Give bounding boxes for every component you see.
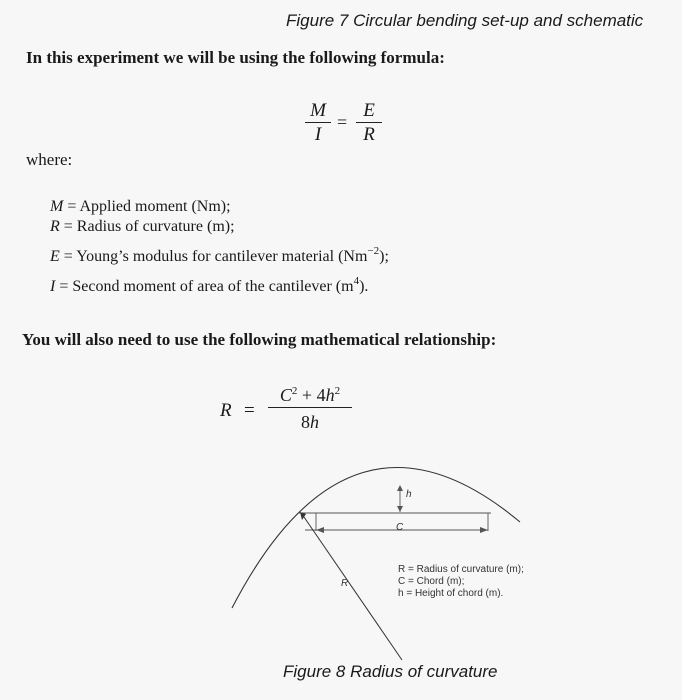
figure7-caption: Figure 7 Circular bending set-up and schematic (286, 11, 644, 30)
formula2-lhs-r: R (220, 400, 232, 421)
formula1-numerator-m: M (310, 100, 326, 121)
formula1-numerator-e: E (363, 100, 375, 121)
legend-line-r: R = Radius of curvature (m); (398, 564, 524, 575)
radius-line (304, 517, 402, 660)
formula2-numerator: $C^2 + 4h^2$ (279, 385, 341, 405)
definition-r: R = Radius of curvature (m); (50, 218, 235, 235)
relation-text: You will also need to use the following mathematical relationship: (22, 330, 497, 349)
formula2-denominator: 8h (301, 412, 319, 432)
chord-arrow-right (480, 527, 488, 533)
formula2-equals: = (244, 400, 255, 421)
legend-line-c: C = Chord (m); (398, 576, 465, 587)
legend-line-h: h = Height of chord (m). (398, 588, 504, 599)
definition-i: I = Second moment of area of the cantilever $(m^4)$. (50, 275, 369, 295)
definition-m: M = Applied moment (Nm); (50, 198, 231, 215)
height-arrow-down (397, 506, 403, 512)
formula1-equals: = (337, 112, 348, 132)
where-label: where: (26, 150, 73, 169)
intro-text: In this experiment we will be using the following formula: (26, 48, 445, 67)
height-arrow-up (397, 485, 403, 491)
diagram-label-r: R (341, 578, 349, 589)
diagram-label-c: C (396, 522, 404, 533)
formula1-denominator-r: R (363, 124, 375, 145)
diagram-label-h: h (406, 489, 412, 500)
formula1-denominator-i: I (314, 124, 322, 145)
figure8-caption: Figure 8 Radius of curvature (283, 662, 498, 681)
chord-arrow-left (316, 527, 324, 533)
curvature-arc (232, 468, 520, 608)
definition-e: E = Young’s modulus for cantilever material $(Nm^{-2})$; (50, 245, 389, 265)
